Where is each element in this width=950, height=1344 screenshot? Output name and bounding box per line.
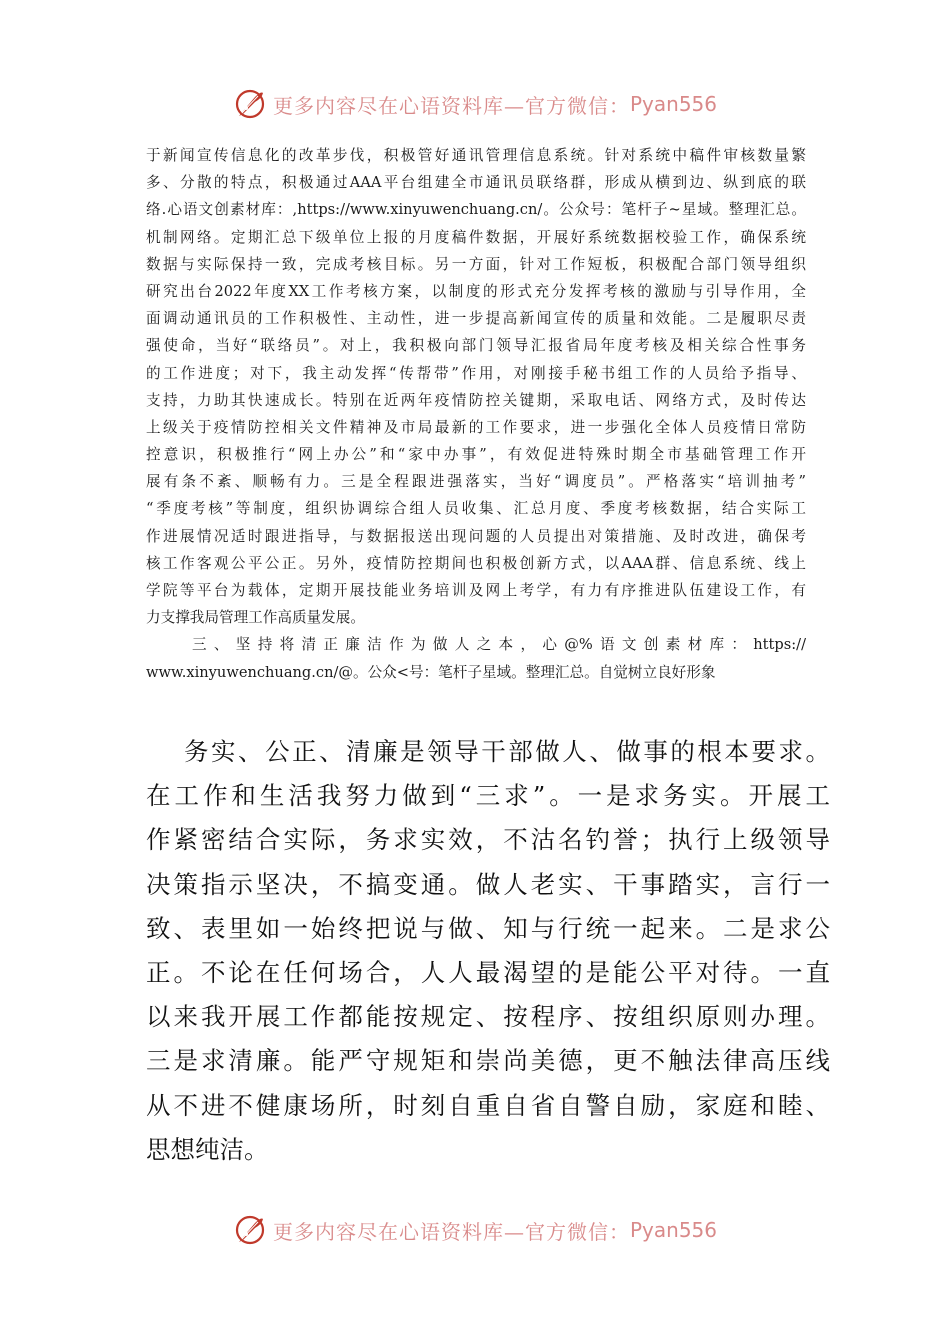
text-line: 正。不论在任何场合，人人最渴望的是能公平对待。一直	[146, 957, 830, 987]
text-line: 的工作进度；对下，我主动发挥“传帮带”作用，对刚接手秘书组工作的人员给予指导、	[146, 364, 806, 382]
text-line: 在工作和生活我努力做到“三求”。一是求务实。开展工	[146, 781, 830, 811]
body-text-small	[146, 142, 806, 686]
text-line: 作进展情况适时跟进指导，与数据报送出现问题的人员提出对策措施、及时改进，确保考	[146, 527, 806, 545]
text-line: 思想纯洁。	[146, 1134, 269, 1164]
footer-banner	[0, 1210, 950, 1250]
text-line: 络.心语文创素材库：,https://www.xinyuwenchuang.cn/。公众号：笔杆子~星域。整理汇总。	[146, 201, 806, 219]
body-text-large	[146, 730, 830, 1172]
text-line: 面调动通讯员的工作积极性、主动性，进一步提高新闻宣传的质量和效能。二是履职尽责	[146, 310, 806, 328]
text-line: 三是求清廉。能严守规矩和崇尚美德，更不触法律高压线	[146, 1046, 830, 1076]
text-line: “季度考核”等制度，组织协调综合组人员收集、汇总月度、季度考核数据，结合实际工	[146, 500, 806, 518]
banner-wechat-id: Pyan556	[629, 1218, 717, 1242]
section-heading-line-2: www.xinyuwenchuang.cn/@。公众<号：笔杆子星域。整理汇总。自觉树立良好形象	[146, 663, 716, 681]
text-line: 机制网络。定期汇总下级单位上报的月度稿件数据，开展好系统数据校验工作，确保系统	[146, 228, 806, 246]
text-line: 从不进不健康场所，时刻自重自省自警自励，家庭和睦、	[146, 1090, 830, 1120]
text-line: 力支撑我局管理工作高质量发展。	[146, 609, 365, 627]
text-line: 数据与实际保持一致，完成考核目标。另一方面，针对工作短板，积极配合部门领导组织	[146, 255, 806, 273]
text-line: 致、表里如一始终把说与做、知与行统一起来。二是求公	[146, 913, 830, 943]
text-line: 学院等平台为载体，定期开展技能业务培训及网上考学，有力有序推进队伍建设工作，有	[146, 582, 806, 599]
section-heading-line-1: 三、坚持将清正廉洁作为做人之本，心@%语文创素材库：https://	[192, 636, 806, 654]
text-line: 支持，力助其快速成长。特别在近两年疫情防控关键期，采取电话、网络方式，及时传达	[146, 391, 806, 409]
text-line: 强使命，当好“联络员”。对上，我积极向部门领导汇报省局年度考核及相关综合性事务	[146, 337, 806, 355]
text-line: 以来我开展工作都能按规定、按程序、按组织原则办理。	[146, 1002, 830, 1032]
text-line: 务实、公正、清廉是领导干部做人、做事的根本要求。	[184, 737, 830, 766]
quill-pen-logo-icon	[233, 1213, 267, 1247]
text-line: 核工作客观公平公正。另外，疫情防控期间也积极创新方式，以AAA群、信息系统、线上	[146, 554, 806, 572]
quill-pen-logo-icon	[233, 87, 267, 121]
text-line: 展有条不紊、顺畅有力。三是全程跟进强落实，当好“调度员”。严格落实“培训抽考”	[146, 473, 806, 491]
text-line: 控意识，积极推行“网上办公”和“家中办事”，有效促进特殊时期全市基础管理工作开	[146, 446, 806, 464]
text-line: 研究出台2022年度XX工作考核方案，以制度的形式充分发挥考核的激励与引导作用，全	[146, 282, 806, 300]
text-line: 多、分散的特点，积极通过AAA平台组建全市通讯员联络群，形成从横到边、纵到底的联	[146, 174, 806, 192]
text-line: 作紧密结合实际，务求实效，不沽名钓誉；执行上级领导	[146, 825, 830, 855]
banner-wechat-id: Pyan556	[629, 92, 717, 116]
header-banner	[0, 84, 950, 124]
text-line: 于新闻宣传信息化的改革步伐，积极管好通讯管理信息系统。针对系统中稿件审核数量繁	[146, 147, 806, 164]
banner-text: 更多内容尽在心语资料库—官方微信：	[272, 93, 630, 118]
text-line: 上级关于疫情防控相关文件精神及市局最新的工作要求，进一步强化全体人员疫情日常防	[146, 418, 806, 436]
text-line: 决策指示坚决，不搞变通。做人老实、干事踏实，言行一	[146, 869, 830, 899]
banner-text: 更多内容尽在心语资料库—官方微信：	[272, 1219, 630, 1244]
